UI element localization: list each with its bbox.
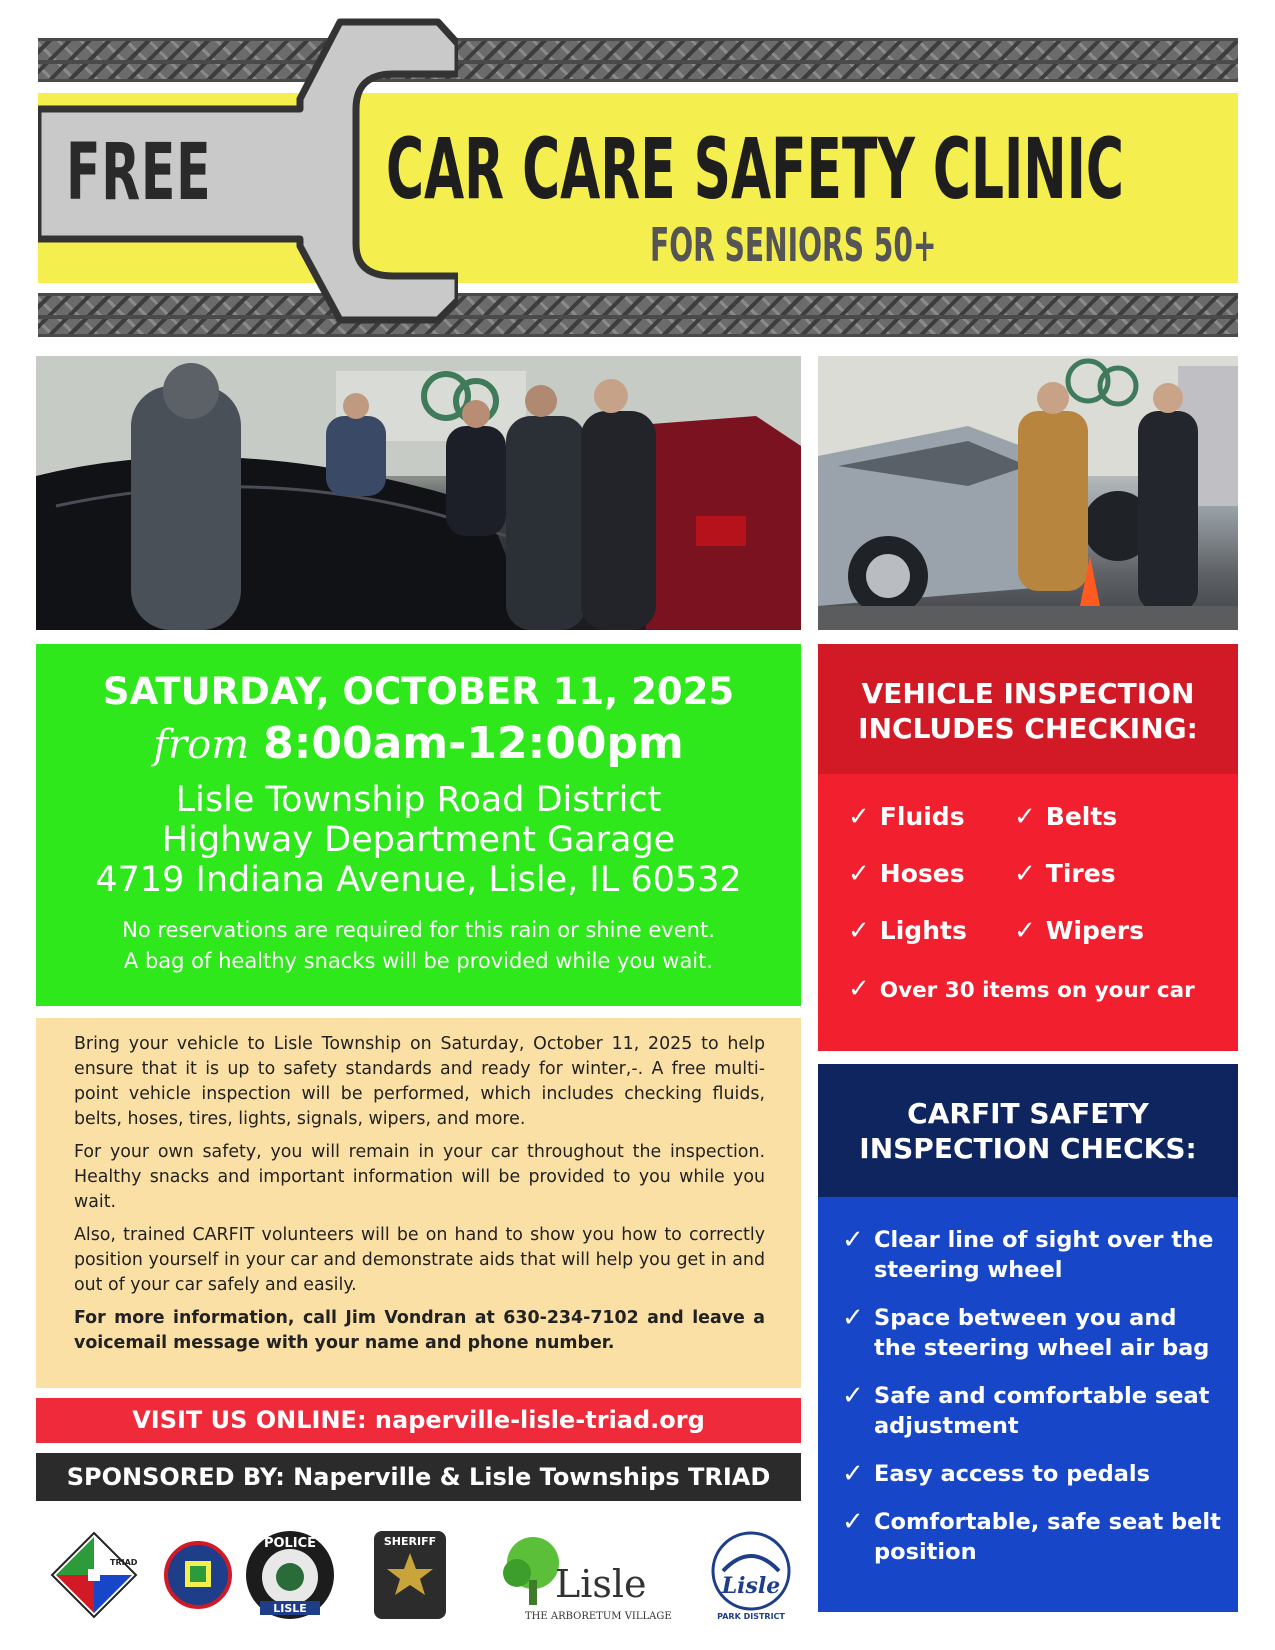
check-icon: ✓ bbox=[842, 1303, 864, 1333]
check-icon: ✓ bbox=[842, 1225, 864, 1255]
sponsor-name: Naperville & Lisle Townships TRIAD bbox=[293, 1463, 771, 1491]
check-icon: ✓ bbox=[848, 974, 870, 1004]
check-icon: ✓ bbox=[842, 1507, 864, 1537]
description-paragraph: Also, trained CARFIT volunteers will be on hand to show you how to correctly position yourself in your car and demonstrate aids that will help you get in and out of your car safely and easily. bbox=[74, 1225, 765, 1295]
lisle-park-district-logo bbox=[708, 1525, 794, 1625]
carfit-heading bbox=[818, 1064, 1238, 1197]
description-paragraph: For your own safety, you will remain in your car throughout the inspection. Healthy snacks and important information will be provided to you while you wait. bbox=[74, 1142, 765, 1212]
heading-line: VEHICLE INSPECTION bbox=[861, 677, 1195, 710]
check-icon: ✓ bbox=[1014, 916, 1036, 946]
park-name: Lisle bbox=[721, 1573, 781, 1599]
list-item: ✓ Comfortable, safe seat belt position bbox=[842, 1507, 1221, 1565]
list-item: ✓ Clear line of sight over the steering wheel bbox=[842, 1225, 1214, 1283]
check-icon: ✓ bbox=[1014, 802, 1036, 832]
event-description bbox=[36, 1018, 801, 1388]
free-label: FREE bbox=[66, 128, 212, 218]
visit-online-bar bbox=[36, 1398, 801, 1443]
heading-line: INSPECTION CHECKS: bbox=[859, 1132, 1197, 1165]
page-title: CAR CARE SAFETY CLINIC bbox=[386, 120, 1124, 218]
clinic-photo-group bbox=[36, 356, 801, 630]
list-item: ✓ Fluids bbox=[848, 802, 965, 832]
list-item: ✓ Easy access to pedals bbox=[842, 1459, 1150, 1489]
fire-district-logo bbox=[163, 1525, 233, 1625]
police-top-text: POLICE bbox=[263, 1536, 317, 1551]
check-icon: ✓ bbox=[848, 916, 870, 946]
event-details-panel bbox=[36, 644, 801, 1006]
heading-line: INCLUDES CHECKING: bbox=[858, 712, 1198, 745]
check-icon: ✓ bbox=[842, 1459, 864, 1489]
event-time-line bbox=[36, 718, 801, 769]
check-icon: ✓ bbox=[848, 802, 870, 832]
vehicle-inspection-list bbox=[818, 774, 1238, 1051]
location-building: Highway Department Garage bbox=[161, 820, 676, 860]
heading-line: CARFIT SAFETY bbox=[907, 1097, 1149, 1130]
event-note-snacks: A bag of healthy snacks will be provided while you wait. bbox=[123, 949, 714, 973]
visit-label: VISIT US ONLINE: bbox=[132, 1406, 367, 1434]
police-badge-logo bbox=[240, 1525, 340, 1625]
triad-name: TRIAD bbox=[110, 1558, 138, 1567]
location-name: Lisle Township Road District bbox=[175, 780, 662, 820]
from-word: from bbox=[153, 722, 250, 768]
park-tagline: PARK DISTRICT bbox=[717, 1612, 785, 1621]
lisle-village-tagline: THE ARBORETUM VILLAGE bbox=[525, 1611, 672, 1622]
list-item: ✓ Space between you and the steering wheel air bag bbox=[842, 1303, 1210, 1361]
list-item: ✓ Wipers bbox=[1014, 916, 1145, 946]
list-item: ✓ Safe and comfortable seat adjustment bbox=[842, 1381, 1210, 1439]
vehicle-inspection-heading bbox=[818, 644, 1238, 774]
list-item: ✓ Hoses bbox=[848, 859, 965, 889]
description-paragraph: Bring your vehicle to Lisle Township on Saturday, October 11, 2025 to help ensure that it is up to safety standards and ready for winter,-. A free multi-point vehicle inspection will be performed, which includes checking fluids, belts, hoses, tires, lights, signals, wipers, and more. bbox=[74, 1034, 765, 1129]
list-item: ✓ Lights bbox=[848, 916, 967, 946]
check-icon: ✓ bbox=[842, 1381, 864, 1411]
sponsor-bar bbox=[36, 1453, 801, 1501]
event-date: SATURDAY, OCTOBER 11, 2025 bbox=[102, 670, 735, 713]
carfit-photo bbox=[818, 356, 1238, 630]
sponsor-label: SPONSORED BY: bbox=[66, 1463, 285, 1491]
event-time: 8:00am-12:00pm bbox=[263, 718, 684, 769]
check-icon: ✓ bbox=[1014, 859, 1036, 889]
list-item: ✓ Belts bbox=[1014, 802, 1118, 832]
carfit-list bbox=[818, 1197, 1238, 1612]
sheriff-star-logo bbox=[370, 1525, 450, 1625]
list-item: ✓ Over 30 items on your car bbox=[848, 974, 1195, 1004]
page-subtitle: FOR SENIORS 50+ bbox=[650, 218, 937, 272]
location-address: 4719 Indiana Avenue, Lisle, IL 60532 bbox=[95, 860, 742, 900]
event-note-reservations: No reservations are required for this rain or shine event. bbox=[122, 918, 715, 942]
list-item: ✓ Tires bbox=[1014, 859, 1116, 889]
sheriff-text: SHERIFF bbox=[383, 1535, 437, 1548]
triad-logo bbox=[48, 1525, 140, 1625]
website-link[interactable]: naperville-lisle-triad.org bbox=[374, 1406, 705, 1434]
check-icon: ✓ bbox=[848, 859, 870, 889]
lisle-village-logo bbox=[495, 1525, 675, 1625]
lisle-village-name: Lisle bbox=[555, 1562, 647, 1606]
contact-paragraph: For more information, call Jim Vondran at 630-234-7102 and leave a voicemail message with your name and phone number. bbox=[74, 1308, 765, 1353]
police-bottom-text: LISLE bbox=[273, 1602, 307, 1615]
